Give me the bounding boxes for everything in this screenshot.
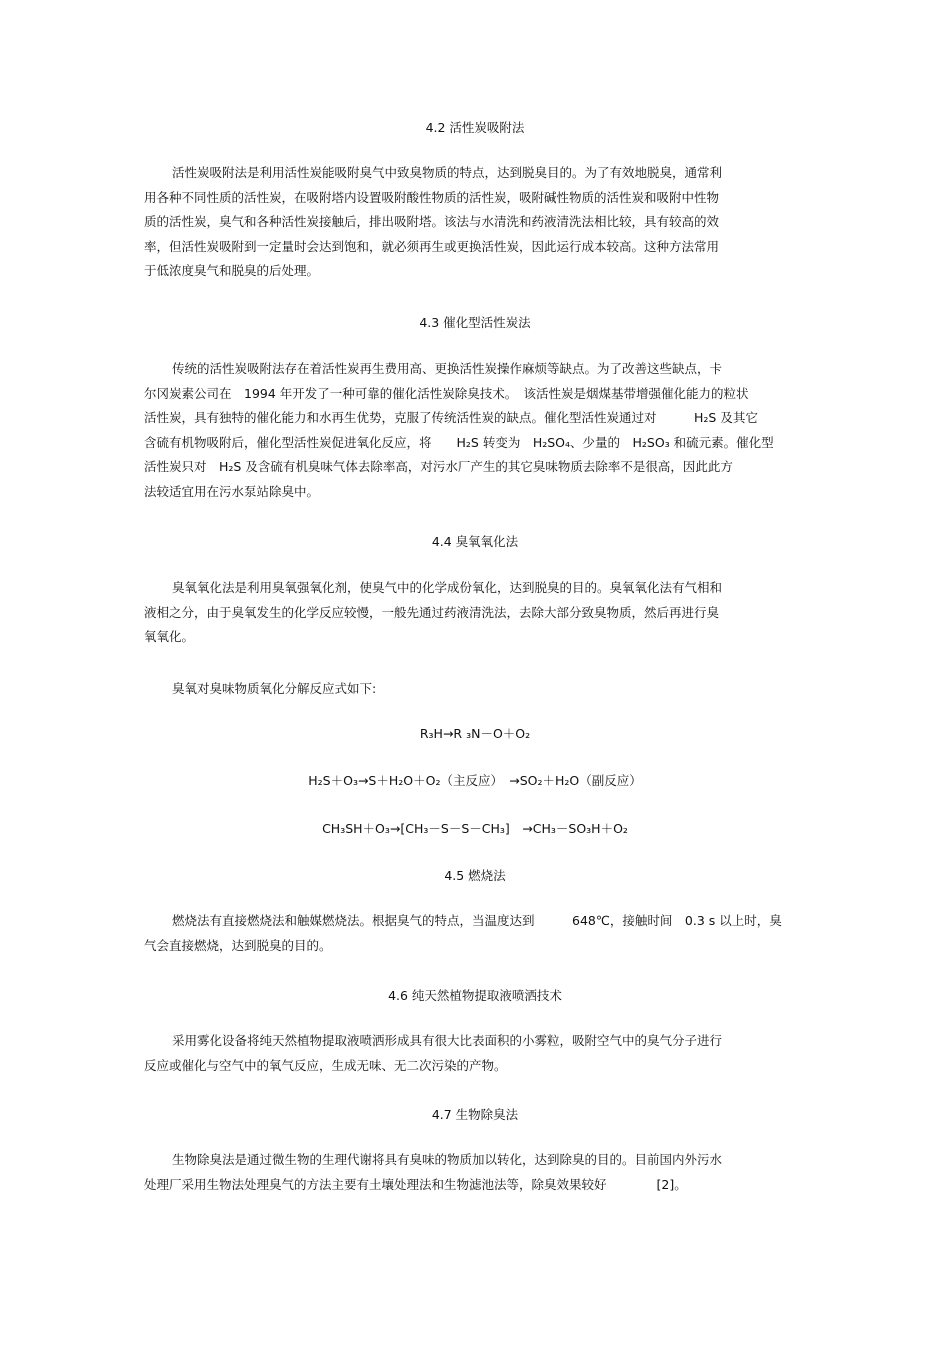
section-heading-4-3: 4.3 催化型活性炭法	[419, 315, 531, 330]
text-line: 传统的活性炭吸附法存在着活性炭再生费用高、更换活性炭操作麻烦等缺点。为了改善这些缺点，卡	[172, 361, 723, 376]
text-line: 生物除臭法是通过微生物的生理代谢将具有臭味的物质加以转化，达到除臭的目的。目前国内外污水	[172, 1152, 723, 1167]
text-line: 燃烧法有直接燃烧法和触媒燃烧法。根据臭气的特点，当温度达到 648℃，接触时间 0.3 s 以上时，臭	[172, 913, 782, 928]
paragraph-4-5	[144, 909, 804, 958]
formula-2: H₂S＋O₃→S＋H₂O＋O₂（主反应） →SO₂＋H₂O（副反应）	[308, 773, 642, 788]
text-line: 含硫有机物吸附后，催化型活性炭促进氧化反应，将 H₂S 转变为 H₂SO₄、少量的 H₂SO₃ 和硫元素。催化型	[144, 434, 774, 450]
text-line: 采用雾化设备将纯天然植物提取液喷洒形成具有很大比表面积的小雾粒，吸附空气中的臭气分子进行	[172, 1033, 723, 1048]
text-line: 活性炭，具有独特的催化能力和水再生优势，克服了传统活性炭的缺点。催化型活性炭通过对 H₂S 及其它	[144, 410, 758, 426]
text-line: 臭氧对臭味物质氧化分解反应式如下:	[172, 681, 377, 696]
paragraph-formula-intro	[144, 677, 804, 702]
paragraph-4-3	[144, 357, 804, 505]
formula-1: R₃H→R ₃N－O＋O₂	[419, 726, 531, 741]
paragraph-4-2	[144, 161, 804, 284]
text-line: 于低浓度臭气和脱臭的后处理。	[144, 263, 320, 279]
section-heading-4-6: 4.6 纯天然植物提取液喷洒技术	[388, 988, 562, 1003]
text-line: 气会直接燃烧，达到脱臭的目的。	[144, 937, 332, 953]
text-line: 尔冈炭素公司在 1994 年开发了一种可靠的催化活性炭除臭技术。 该活性炭是烟煤基带增强催化能力的粒状	[144, 385, 749, 401]
text-line: 臭氧氧化法是利用臭氧强氧化剂，使臭气中的化学成份氧化，达到脱臭的目的。臭氧氧化法有气相和	[172, 580, 723, 595]
text-line: 质的活性炭，臭气和各种活性炭接触后，排出吸附塔。该法与水清洗和药液清洗法相比较，具有较高的效	[144, 214, 720, 230]
section-heading-4-5: 4.5 燃烧法	[444, 868, 506, 883]
section-heading-4-7: 4.7 生物除臭法	[431, 1107, 519, 1122]
text-line: 活性炭只对 H₂S 及含硫有机臭味气体去除率高，对污水厂产生的其它臭味物质去除率不是很高，因此此方	[144, 459, 733, 475]
section-heading-4-2: 4.2 活性炭吸附法	[425, 120, 525, 135]
text-line: 法较适宜用在污水泵站除臭中。	[144, 483, 320, 499]
formula-3: CH₃SH＋O₃→[CH₃－S－S－CH₃] →CH₃－SO₃H＋O₂	[322, 821, 628, 836]
text-line: 率，但活性炭吸附到一定量时会达到饱和，就必须再生或更换活性炭，因此运行成本较高。这种方法常用	[144, 238, 720, 254]
paragraph-4-6	[144, 1029, 804, 1078]
text-line: 活性炭吸附法是利用活性炭能吸附臭气中致臭物质的特点，达到脱臭目的。为了有效地脱臭，通常利	[172, 165, 723, 180]
section-heading-4-4: 4.4 臭氧氧化法	[431, 534, 519, 549]
text-line: 处理厂采用生物法处理臭气的方法主要有土壤处理法和生物滤池法等，除臭效果较好 [2]。	[144, 1176, 687, 1192]
paragraph-4-4	[144, 576, 804, 650]
text-line: 液相之分，由于臭氧发生的化学反应较慢，一般先通过药液清洗法，去除大部分致臭物质，然后再进行臭	[144, 604, 720, 620]
text-line: 反应或催化与空气中的氧气反应，生成无味、无二次污染的产物。	[144, 1057, 507, 1073]
paragraph-4-7	[144, 1148, 804, 1197]
text-line: 氧氧化。	[144, 629, 195, 645]
text-line: 用各种不同性质的活性炭，在吸附塔内设置吸附酸性物质的活性炭，吸附碱性物质的活性炭和吸附中性物	[144, 189, 720, 205]
